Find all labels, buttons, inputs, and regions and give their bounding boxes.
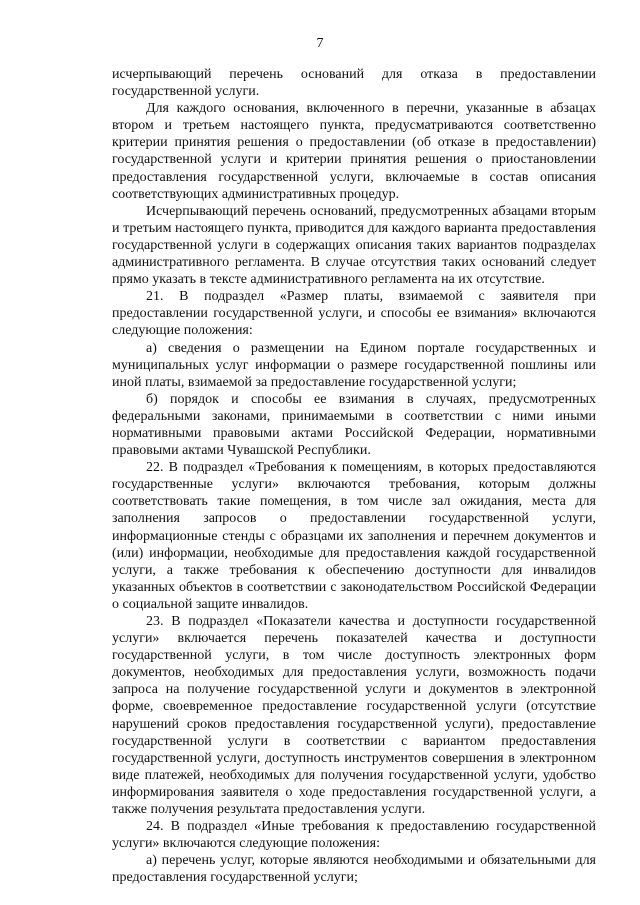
paragraph-item-21: 21. В подраздел «Размер платы, взимаемой с заявителя при предоставлении государственной услуги, и способы ее взимания» включаются следующие положения: bbox=[112, 289, 596, 339]
paragraph-item-24-a: а) перечень услуг, которые являются необходимыми и обязательными для предоставления государственной услуги; bbox=[112, 853, 596, 886]
paragraph-item-22: 22. В подраздел «Требования к помещениям, в которых предоставляются государственные услуги» включаются требования, которым должны соответствовать такие помещения, в том числе зал ожидания, места для заполнения запросов о предоставлении государственной услуги, информационные стенды с образцами их заполнения и перечнем документов и (или) информации, необходимые для предоставления каждой государственной услуги, а также требования к обеспечению доступности для инвалидов указанных объектов в соответствии с законодательством Российской Федерации о социальной защите инвалидов. bbox=[112, 460, 596, 612]
paragraph-item-21-a: а) сведения о размещении на Едином портале государственных и муниципальных услуг информации о размере государственной пошлины или иной платы, взимаемой за предоставление государственной услуги; bbox=[112, 340, 596, 390]
page-number: 7 bbox=[316, 36, 324, 51]
document-body bbox=[112, 66, 596, 887]
paragraph-continuation: исчерпывающий перечень оснований для отказа в предоставлении государственной услуги. bbox=[112, 67, 596, 100]
paragraph-item-21-b: б) порядок и способы ее взимания в случаях, предусмотренных федеральными законами, принимаемыми в соответствии с ними иными нормативными правовыми актами Российской Федерации, нормативными правовыми актами Чувашской Республики. bbox=[112, 391, 596, 459]
paragraph-grounds-list: Исчерпывающий перечень оснований, предусмотренных абзацами вторым и третьим настоящего пункта, приводится для каждого варианта предоставления государственной услуги в содержащих описания таких вариантов подразделах административного регламента. В случае отсутствия таких оснований следует прямо указать в тексте административного регламента на их отсутствие. bbox=[112, 203, 596, 288]
paragraph-criteria: Для каждого основания, включенного в перечни, указанные в абзацах втором и третьем настоящего пункта, предусматриваются соответственно критерии принятия решения о предоставлении (об отказе в предоставлении) государственной услуги и критерии принятия решения о приостановлении предоставления государственной услуги, включаемые в состав описания соответствующих административных процедур. bbox=[112, 101, 596, 202]
paragraph-item-23: 23. В подраздел «Показатели качества и доступности государственной услуги» включается перечень показателей качества и доступности государственной услуги, в том числе доступность электронных форм документов, необходимых для предоставления услуги, возможность подачи запроса на получение государственной услуги и документов в электронной форме, своевременное предоставление государственной услуги (отсутствие нарушений сроков предоставления государственной услуги), предоставление государственной услуги в соответствии с вариантом предоставления государственной услуги, доступность инструментов совершения в электронном виде платежей, необходимых для получения государственной услуги, удобство информирования заявителя о ходе предоставления государственной услуги, а также получения результата предоставления услуги. bbox=[112, 614, 596, 818]
paragraph-item-24: 24. В подраздел «Иные требования к предоставлению государственной услуги» включаются следующие положения: bbox=[112, 819, 596, 852]
